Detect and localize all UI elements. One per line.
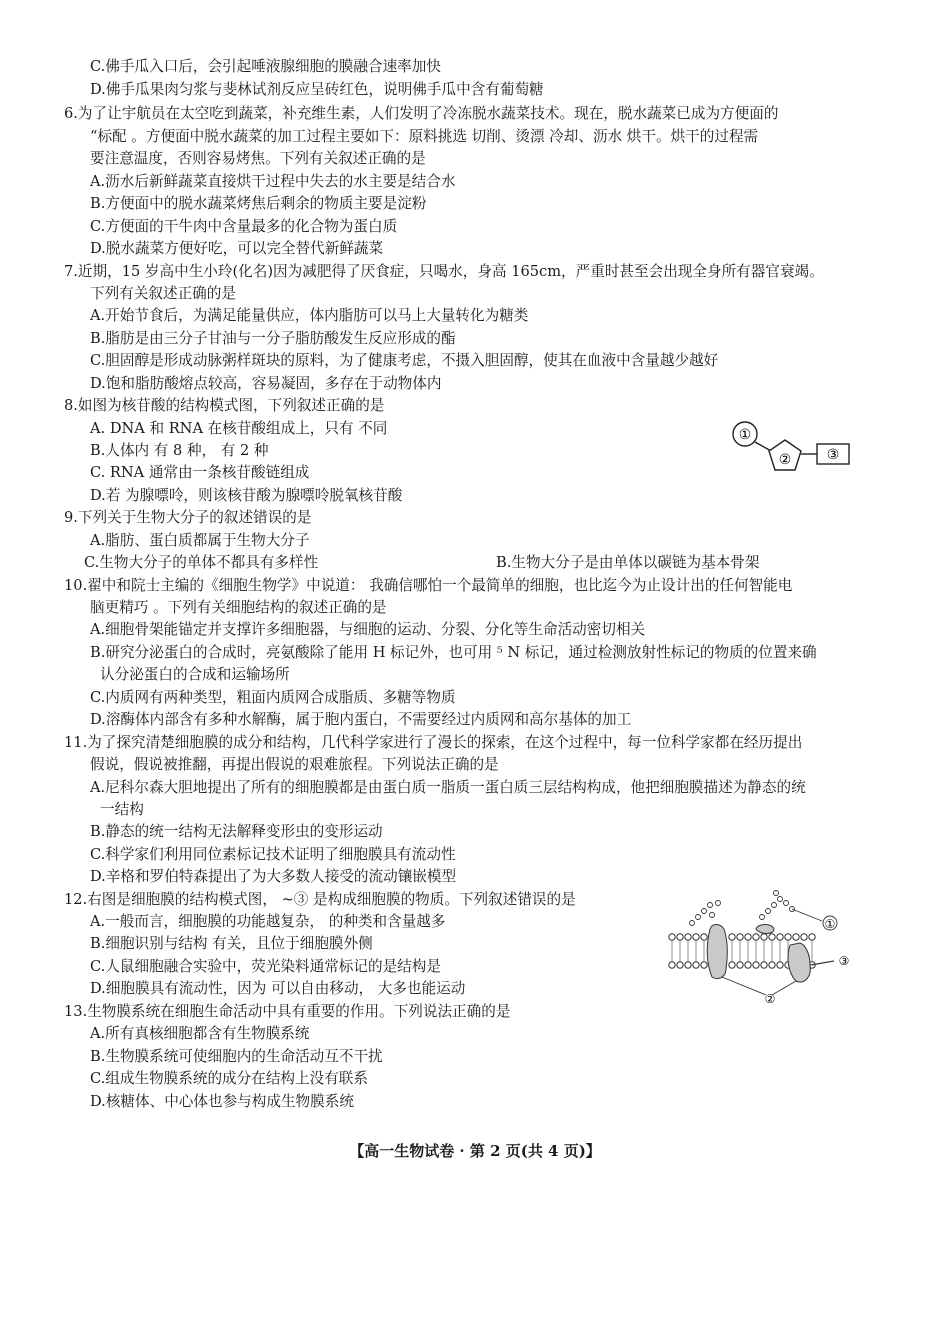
q9-option-a: A.脂肪、蛋白质都属于生物大分子	[90, 532, 310, 549]
nucleotide-structure-diagram	[725, 418, 865, 476]
q9-option-c: C.生物大分子的单体不都具有多样性	[84, 554, 319, 571]
q11-option-a-line2: 一结构	[100, 801, 144, 818]
transmembrane-protein-right	[788, 943, 810, 982]
q6-stem-line2: “标配 。方便面中脱水蔬菜的加工过程主要如下：原料挑选 切削、烫漂 冷却、沥水 烘干。烘干的过程需	[90, 128, 759, 145]
q7-stem-line1: 7.近期，15 岁高中生小玲(化名)因为减肥得了厌食症，只喝水，身高 165cm，严重时甚至会出现全身所有器官衰竭。	[64, 263, 824, 280]
q8-option-c: C. RNA 通常由一条核苷酸链组成	[90, 464, 310, 481]
q11-option-d: D.辛格和罗伯特森提出了为大多数人接受的流动镶嵌模型	[90, 868, 457, 885]
q7-option-a: A.开始节食后，为满足能量供应，体内脂肪可以马上大量转化为糖类	[90, 307, 529, 324]
fig-label-2: ②	[778, 452, 792, 468]
q13-option-d: D.核糖体、中心体也参与构成生物膜系统	[90, 1093, 354, 1110]
q13-option-a: A.所有真核细胞都含有生物膜系统	[90, 1025, 310, 1042]
fig-label-3: ③	[826, 447, 840, 463]
q10-stem-line2: 脑更精巧 。下列有关细胞结构的叙述正确的是	[90, 599, 387, 616]
q6-stem-line1: 6.为了让宇航员在太空吃到蔬菜，补充维生素，人们发明了冷冻脱水蔬菜技术。现在，脱水蔬菜已成为方便面的	[64, 105, 779, 122]
q11-option-b: B.静态的统一结构无法解释变形虫的变形运动	[90, 823, 383, 840]
page-footer: 【高一生物试卷 · 第 2 页(共 4 页)】	[349, 1142, 601, 1160]
glycoprotein-chains	[690, 891, 795, 926]
q12-option-a: A.一般而言，细胞膜的功能越复杂， 的种类和含量越多	[90, 913, 446, 930]
q7-stem-line2: 下列有关叙述正确的是	[90, 285, 236, 302]
q5-option-d: D.佛手瓜果肉匀浆与斐林试剂反应呈砖红色，说明佛手瓜中含有葡萄糖	[90, 81, 544, 98]
q12-option-b: B.细胞识别与结构 有关，且位于细胞膜外侧	[90, 935, 373, 952]
q11-stem-line2: 假说，假说被推翻，再提出假说的艰难旅程。下列说法正确的是	[90, 756, 499, 773]
q8-stem: 8.如图为核苷酸的结构模式图，下列叙述正确的是	[64, 397, 385, 414]
q12-option-d: D.细胞膜具有流动性，因为 可以自由移动， 大多也能运动	[90, 980, 466, 997]
fig-label-1: ①	[824, 917, 836, 931]
fig-label-1: ①	[738, 427, 752, 443]
q9-option-b: B.生物大分子是由单体以碳链为基本骨架	[496, 554, 760, 571]
q13-option-c: C.组成生物膜系统的成分在结构上没有联系	[90, 1070, 368, 1087]
q13-option-b: B.生物膜系统可使细胞内的生命活动互不干扰	[90, 1048, 383, 1065]
q10-option-a: A.细胞骨架能锚定并支撑许多细胞器，与细胞的运动、分裂、分化等生命活动密切相关	[90, 621, 646, 638]
q7-option-c: C.胆固醇是形成动脉粥样斑块的原料，为了健康考虑，不摄入胆固醇，使其在血液中含量越少越好	[90, 352, 719, 369]
q6-option-b: B.方便面中的脱水蔬菜烤焦后剩余的物质主要是淀粉	[90, 195, 427, 212]
q6-option-c: C.方便面的干牛肉中含量最多的化合物为蛋白质	[90, 218, 398, 235]
q12-stem: 12.右图是细胞膜的结构模式图， ~③ 是构成细胞膜的物质。下列叙述错误的是	[64, 891, 576, 908]
upper-lipid-layer	[669, 934, 815, 940]
q10-option-b-line2: 认分泌蛋白的合成和运输场所	[100, 666, 290, 683]
q7-option-d: D.饱和脂肪酸熔点较高，容易凝固，多存在于动物体内	[90, 375, 442, 392]
q8-option-b: B.人体内 有 8 种， 有 2 种	[90, 442, 269, 459]
fig-label-2: ②	[764, 992, 776, 1005]
transmembrane-protein-left	[707, 925, 727, 979]
q9-stem: 9.下列关于生物大分子的叙述错误的是	[64, 509, 312, 526]
q10-option-d: D.溶酶体内部含有多种水解酶，属于胞内蛋白，不需要经过内质网和高尔基体的加工	[90, 711, 632, 728]
q10-stem-line1: 10.翟中和院士主编的《细胞生物学》中说道： 我确信哪怕一个最简单的细胞，也比迄今为止设计出的任何智能电	[64, 577, 793, 594]
q6-stem-line3: 要注意温度，否则容易烤焦。下列有关叙述正确的是	[90, 150, 426, 167]
q13-stem: 13.生物膜系统在细胞生命活动中具有重要的作用。下列说法正确的是	[64, 1003, 511, 1020]
label-leader-lines	[722, 909, 834, 995]
q8-option-d: D.若 为腺嘌呤，则该核苷酸为腺嘌呤脱氧核苷酸	[90, 487, 403, 504]
q7-option-b: B.脂肪是由三分子甘油与一分子脂肪酸发生反应形成的酯	[90, 330, 456, 347]
q10-option-b-line1: B.研究分泌蛋白的合成时，亮氨酸除了能用 H 标记外，也可用 ⁵ N 标记，通过检测放射性标记的物质的位置来确	[90, 644, 817, 661]
q5-option-c: C.佛手瓜入口后，会引起唾液腺细胞的膜融合速率加快	[90, 58, 441, 75]
q8-option-a: A. DNA 和 RNA 在核苷酸组成上，只有 不同	[90, 420, 388, 437]
q6-option-d: D.脱水蔬菜方便好吃，可以完全替代新鲜蔬菜	[90, 240, 384, 257]
fig-label-3: ③	[838, 954, 850, 968]
q12-option-c: C.人鼠细胞融合实验中，荧光染料通常标记的是结构是	[90, 958, 441, 975]
q11-stem-line1: 11.为了探究清楚细胞膜的成分和结构，几代科学家进行了漫长的探索，在这个过程中，每一位科学家都在经历提出	[64, 734, 803, 751]
q11-option-a-line1: A.尼科尔森大胆地提出了所有的细胞膜都是由蛋白质一脂质一蛋白质三层结构构成，他把细胞膜描述为静态的统	[90, 779, 806, 796]
q6-option-a: A.沥水后新鲜蔬菜直接烘干过程中失去的水主要是结合水	[90, 173, 456, 190]
cell-membrane-diagram	[662, 885, 862, 1005]
q10-option-c: C.内质网有两种类型，粗面内质网合成脂质、多糖等物质	[90, 689, 456, 706]
q11-option-c: C.科学家们利用同位素标记技术证明了细胞膜具有流动性	[90, 846, 456, 863]
surface-protein	[756, 925, 774, 934]
